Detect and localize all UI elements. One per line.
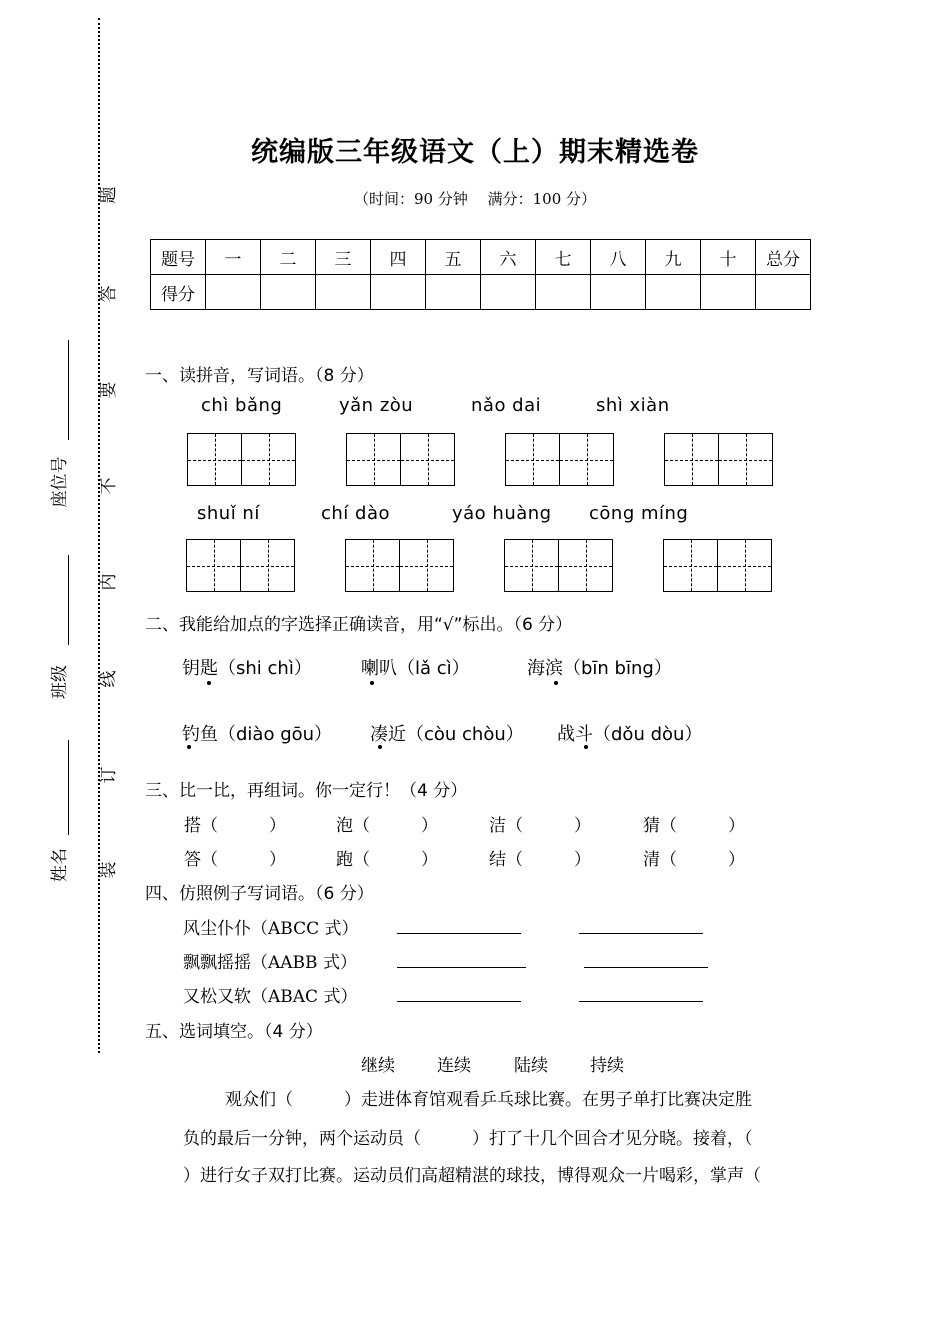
margin-notice-char: 题 [99,186,119,204]
compound-word-item[interactable]: 泡（ ） [336,816,438,836]
writing-grid[interactable] [505,433,614,486]
word-choice: 持续 [590,1056,624,1076]
compound-word-item[interactable]: 答（ ） [184,850,286,870]
word: 海滨 [527,658,563,679]
name-field[interactable] [68,740,69,835]
pronunciation-options: （shi chì） [218,658,312,679]
score-cell[interactable] [646,275,701,310]
score-cell[interactable] [261,275,316,310]
score-table [150,239,811,310]
writing-grid[interactable] [504,539,613,592]
score-cell[interactable] [481,275,536,310]
class-field[interactable] [68,555,69,645]
seat-number-field[interactable] [68,340,69,440]
table-cell: 总分 [756,240,811,275]
emphasis-dot-icon [554,681,558,685]
emphasis-dot-icon [370,681,374,685]
compound-word-item[interactable]: 搭（ ） [184,816,286,836]
margin-notice-char: 内 [99,573,119,591]
pronunciation-options: （bīn bīng） [563,658,672,679]
compound-word-item[interactable]: 洁（ ） [489,816,591,836]
score-table-score-row [151,275,811,310]
answer-blank[interactable] [579,933,703,934]
score-cell[interactable] [536,275,591,310]
table-cell: 九 [646,240,701,275]
compound-word-item[interactable]: 跑（ ） [336,850,438,870]
pronunciation-item[interactable] [557,720,702,746]
margin-notice-char: 线 [99,670,119,688]
score-cell[interactable] [371,275,426,310]
question-2-title: 二、我能给加点的字选择正确读音，用“√”标出。（6 分） [145,615,573,635]
class-label: 班级 [50,665,70,699]
pronunciation-options: （lǎ cì） [397,658,470,679]
passage-line: ）进行女子双打比赛。运动员们高超精湛的球技，博得观众一片喝彩，掌声（ [183,1166,761,1186]
word-choice: 继续 [361,1056,395,1076]
score-table-header-row [151,240,811,275]
pronunciation-item[interactable] [182,720,332,746]
pinyin-label: yǎn zòu [339,395,414,416]
pronunciation-item[interactable] [361,654,470,680]
pinyin-label: nǎo dai [471,395,542,416]
table-cell: 八 [591,240,646,275]
word: 凑近 [370,724,406,745]
table-cell: 五 [426,240,481,275]
pinyin-label: shì xiàn [596,395,670,416]
binding-dotted-line [98,18,100,1053]
pinyin-label: chí dào [321,503,390,524]
score-cell[interactable] [206,275,261,310]
writing-grid[interactable] [345,539,454,592]
margin-notice-char: 要 [99,381,119,399]
question-4-title: 四、仿照例子写词语。（6 分） [145,884,374,904]
compound-word-item[interactable]: 清（ ） [643,850,745,870]
word: 钓鱼 [182,724,218,745]
pinyin-label: cōng míng [589,503,689,524]
table-cell: 三 [316,240,371,275]
word: 战斗 [557,724,593,745]
word-choice: 连续 [437,1056,471,1076]
margin-notice-char: 订 [99,766,119,784]
question-5-title: 五、选词填空。（4 分） [145,1022,323,1042]
pinyin-label: yáo huàng [452,503,552,524]
pinyin-label: shuǐ ní [197,503,260,524]
compound-word-item[interactable]: 结（ ） [489,850,591,870]
writing-grid[interactable] [664,433,773,486]
emphasis-dot-icon [187,745,191,749]
question-3-title: 三、比一比，再组词。你一定行！（4 分） [145,781,468,801]
margin-notice-char: 不 [99,477,119,495]
score-cell[interactable] [756,275,811,310]
margin-notice-char: 装 [99,861,119,879]
pinyin-label: chì bǎng [201,395,283,416]
score-cell[interactable] [701,275,756,310]
score-cell[interactable] [316,275,371,310]
question-1-title: 一、读拼音，写词语。（8 分） [145,366,374,386]
pronunciation-item[interactable] [182,654,312,680]
score-cell[interactable] [426,275,481,310]
table-cell: 二 [261,240,316,275]
answer-blank[interactable] [584,967,708,968]
writing-grid[interactable] [346,433,455,486]
word: 喇叭 [361,658,397,679]
answer-blank[interactable] [397,933,521,934]
table-cell: 七 [536,240,591,275]
writing-grid[interactable] [187,433,296,486]
answer-blank[interactable] [397,1001,521,1002]
word: 钥匙 [182,658,218,679]
table-cell: 十 [701,240,756,275]
writing-grid[interactable] [186,539,295,592]
table-cell: 题号 [151,240,206,275]
answer-blank[interactable] [579,1001,703,1002]
seat-number-label: 座位号 [50,456,70,508]
pronunciation-options: （còu chòu） [406,724,524,745]
table-cell: 四 [371,240,426,275]
example-word: 风尘仆仆（ABCC 式） [183,919,359,939]
writing-grid[interactable] [663,539,772,592]
score-cell[interactable] [591,275,646,310]
answer-blank[interactable] [397,967,526,968]
emphasis-dot-icon [584,745,588,749]
example-word: 飘飘摇摇（AABB 式） [183,953,357,973]
exam-info: （时间：90 分钟 满分：100 分） [353,190,597,208]
table-cell: 一 [206,240,261,275]
margin-notice-char: 答 [99,285,119,303]
name-label: 姓名 [50,848,70,882]
passage-line: 观众们（ ）走进体育馆观看乒乓球比赛。在男子单打比赛决定胜 [225,1090,752,1110]
pronunciation-item[interactable] [527,654,672,680]
table-cell: 六 [481,240,536,275]
word-choice: 陆续 [514,1056,548,1076]
pronunciation-item[interactable] [370,720,524,746]
table-cell: 得分 [151,275,206,310]
example-word: 又松又软（ABAC 式） [183,987,358,1007]
page-title: 统编版三年级语文（上）期末精选卷 [251,137,699,168]
compound-word-item[interactable]: 猜（ ） [643,816,745,836]
pronunciation-options: （dǒu dòu） [593,724,703,745]
emphasis-dot-icon [207,681,211,685]
emphasis-dot-icon [378,745,382,749]
passage-line: 负的最后一分钟，两个运动员（ ）打了十几个回合才见分晓。接着，（ [183,1129,753,1149]
pronunciation-options: （diào gōu） [218,724,333,745]
